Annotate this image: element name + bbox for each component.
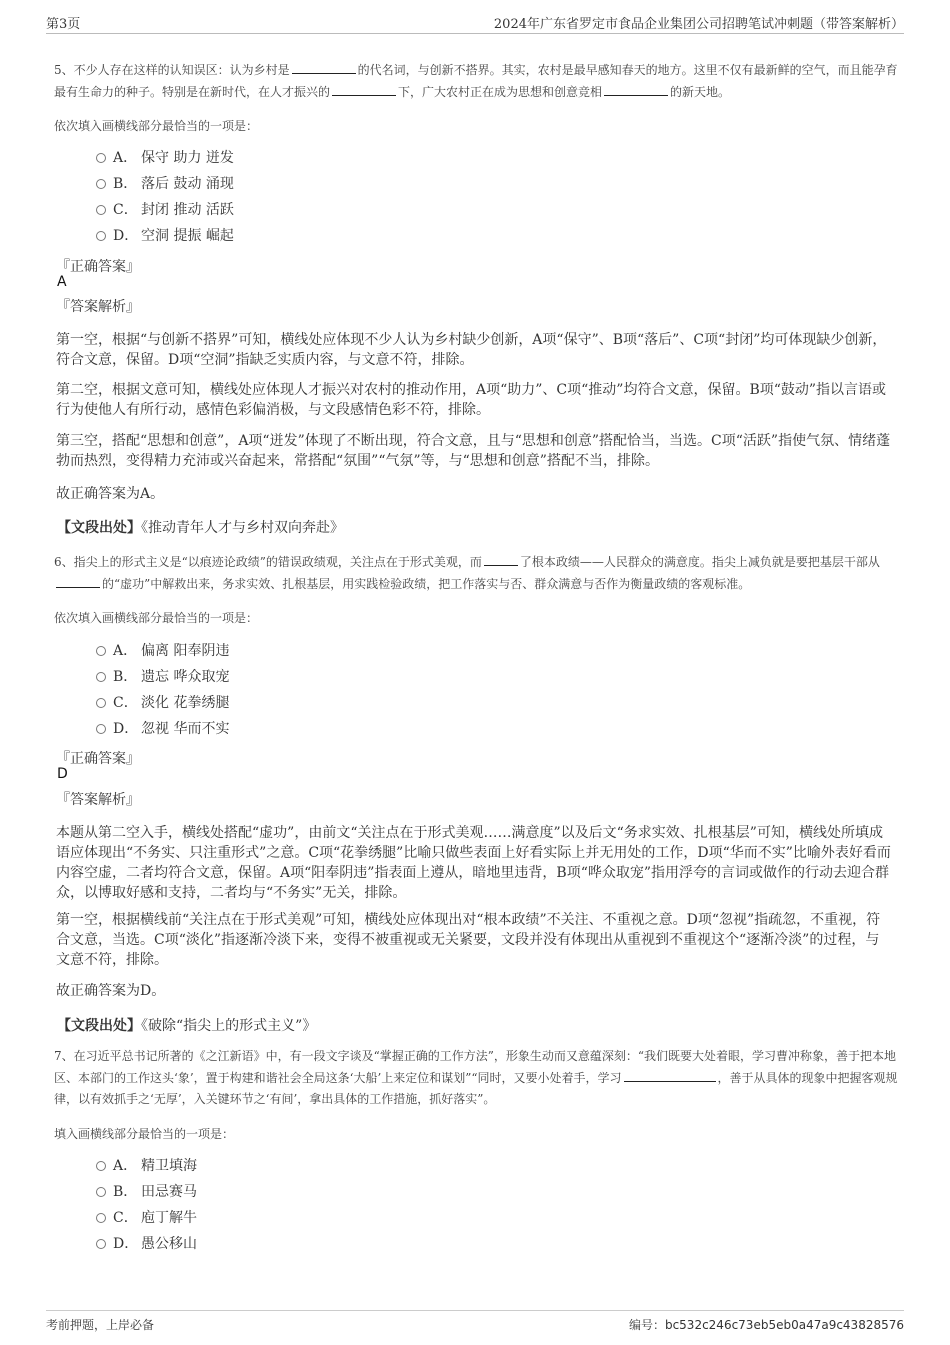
option-a[interactable]: A． 偏离 阳奉阴违 xyxy=(96,638,229,664)
blank xyxy=(332,83,396,96)
option-c[interactable]: C． 封闭 推动 活跃 xyxy=(96,197,234,223)
option-b[interactable]: B． 落后 鼓动 涌现 xyxy=(96,171,234,197)
question-6-stem: 6、指尖上的形式主义是“以痕迹论政绩”的错误政绩观，关注点在于形式美观，而 了根本政绩——人民群众的满意度。指尖上减负就是要把基层干部从的“虚功”中解救出来，务求实效、扎根基层，用实践检验政绩，把工作落实与否、群众满意与否作为衡量政绩的客观标准。 xyxy=(54,555,880,591)
answer-value: A xyxy=(57,274,67,290)
radio-icon[interactable] xyxy=(96,646,106,656)
radio-icon[interactable] xyxy=(96,1187,106,1197)
radio-icon[interactable] xyxy=(96,672,106,682)
radio-icon[interactable] xyxy=(96,698,106,708)
analysis-paragraph: 第一空，根据“与创新不搭界”可知，横线处应体现不少人认为乡村缺少创新，A项“保守”、B项“落后”、C项“封闭”均可体现缺少创新，符合文意，保留。D项“空洞”指缺乏实质内容，与文意不符，排除。 xyxy=(56,332,887,368)
source-citation: 【文段出处】《推动青年人才与乡村双向奔赴》 xyxy=(57,520,344,536)
question-7-ask: 填入画横线部分最恰当的一项是： xyxy=(54,1127,235,1141)
option-c[interactable]: C． 淡化 花拳绣腿 xyxy=(96,690,229,716)
radio-icon[interactable] xyxy=(96,205,106,215)
blank xyxy=(56,575,100,588)
question-5-options xyxy=(96,145,234,249)
analysis-paragraph: 本题从第二空入手，横线处搭配“虚功”，由前文“关注点在于形式美观……满意度”以及后文“务求实效、扎根基层”可知，横线处所填成语应体现出“不务实、只注重形式”之意。C项“花拳绣腿”比喻只做些表面上好看实际上并无用处的工作，D项“华而不实”比喻外表好看而内容空虚，二者均符合文意，保留。A项“阳奉阴违”指表面上遵从，暗地里违背，B项“哗众取宠”指用浮夸的言词或做作的行动去迎合群众，以博取好感和支持，二者均与“不务实”无关，排除。 xyxy=(56,825,891,901)
radio-icon[interactable] xyxy=(96,1161,106,1171)
question-6-options xyxy=(96,638,229,742)
blank xyxy=(624,1069,716,1082)
page-number: 第3页 xyxy=(46,17,81,32)
answer-label: 『正确答案』 xyxy=(56,259,140,275)
analysis-conclusion: 故正确答案为D。 xyxy=(56,983,166,999)
option-d[interactable]: D． 空洞 提振 崛起 xyxy=(96,223,234,249)
question-7-stem: 7、在习近平总书记所著的《之江新语》中，有一段文字谈及“掌握正确的工作方法”，形象生动而又意蕴深刻：“我们既要大处着眼，学习曹冲称象，善于把本地区、本部门的工作这头‘象’，置于构建和谐社会全局这条‘大船’上来定位和谋划”“同时，又要小处着手，学习 ，善于从具体的现象中把握客观规律，以有效抓手之‘无厚’，入关键环节之‘有间’，拿出具体的工作措施，抓好落实”。 xyxy=(54,1049,898,1106)
radio-icon[interactable] xyxy=(96,231,106,241)
document-code: 编号：bc532c246c73eb5eb0a47a9c43828576 xyxy=(628,1318,904,1332)
source-citation: 【文段出处】《破除“指尖上的形式主义”》 xyxy=(57,1018,317,1034)
option-a[interactable]: A． 保守 助力 迸发 xyxy=(96,145,234,171)
option-c[interactable]: C． 庖丁解牛 xyxy=(96,1205,197,1231)
option-a[interactable]: A． 精卫填海 xyxy=(96,1153,197,1179)
analysis-label: 『答案解析』 xyxy=(56,792,140,808)
blank xyxy=(292,61,356,74)
blank xyxy=(484,553,518,566)
option-d[interactable]: D． 愚公移山 xyxy=(96,1231,197,1257)
document-title: 2024年广东省罗定市食品企业集团公司招聘笔试冲刺题（带答案解析） xyxy=(493,17,904,32)
radio-icon[interactable] xyxy=(96,724,106,734)
option-d[interactable]: D． 忽视 华而不实 xyxy=(96,716,229,742)
option-b[interactable]: B． 田忌赛马 xyxy=(96,1179,197,1205)
page-header xyxy=(46,0,904,34)
footer-slogan: 考前押题，上岸必备 xyxy=(46,1318,155,1332)
analysis-label: 『答案解析』 xyxy=(56,299,140,315)
answer-label: 『正确答案』 xyxy=(56,751,140,767)
question-5-ask: 依次填入画横线部分最恰当的一项是： xyxy=(54,119,259,133)
question-7-options xyxy=(96,1153,197,1257)
question-5-stem: 5、不少人存在这样的认知误区：认为乡村是 的代名词，与创新不搭界。其实，农村是最早感知春天的地方。这里不仅有最新鲜的空气，而且能孕育最有生命力的种子。特别是在新时代，在人才振兴的 下，广大农村正在成为思想和创意竞相 的新天地。 xyxy=(54,63,898,99)
question-6-ask: 依次填入画横线部分最恰当的一项是： xyxy=(54,611,259,625)
radio-icon[interactable] xyxy=(96,1239,106,1249)
radio-icon[interactable] xyxy=(96,153,106,163)
page-footer xyxy=(46,1310,904,1332)
radio-icon[interactable] xyxy=(96,179,106,189)
analysis-paragraph: 第三空，搭配“思想和创意”，A项“迸发”体现了不断出现，符合文意，且与“思想和创意”搭配恰当，当选。C项“活跃”指使气氛、情绪蓬勃而热烈，变得精力充沛或兴奋起来，常搭配“氛围”“气氛”等，与“思想和创意”搭配不当，排除。 xyxy=(56,433,891,469)
analysis-conclusion: 故正确答案为A。 xyxy=(56,486,165,502)
blank xyxy=(604,83,668,96)
analysis-paragraph: 第一空，根据横线前“关注点在于形式美观”可知，横线处应体现出对“根本政绩”不关注、不重视之意。D项“忽视”指疏忽，不重视，符合文意，当选。C项“淡化”指逐渐冷淡下来，变得不被重视或无关紧要，文段并没有体现出从重视到不重视这个“逐渐冷淡”的过程，与文意不符，排除。 xyxy=(56,912,881,968)
analysis-paragraph: 第二空，根据文意可知，横线处应体现人才振兴对农村的推动作用，A项“助力”、C项“推动”均符合文意，保留。B项“鼓动”指以言语或行为使他人有所行动，感情色彩偏消极，与文段感情色彩不符，排除。 xyxy=(56,382,887,418)
answer-value: D xyxy=(57,766,68,782)
radio-icon[interactable] xyxy=(96,1213,106,1223)
option-b[interactable]: B． 遗忘 哗众取宠 xyxy=(96,664,229,690)
